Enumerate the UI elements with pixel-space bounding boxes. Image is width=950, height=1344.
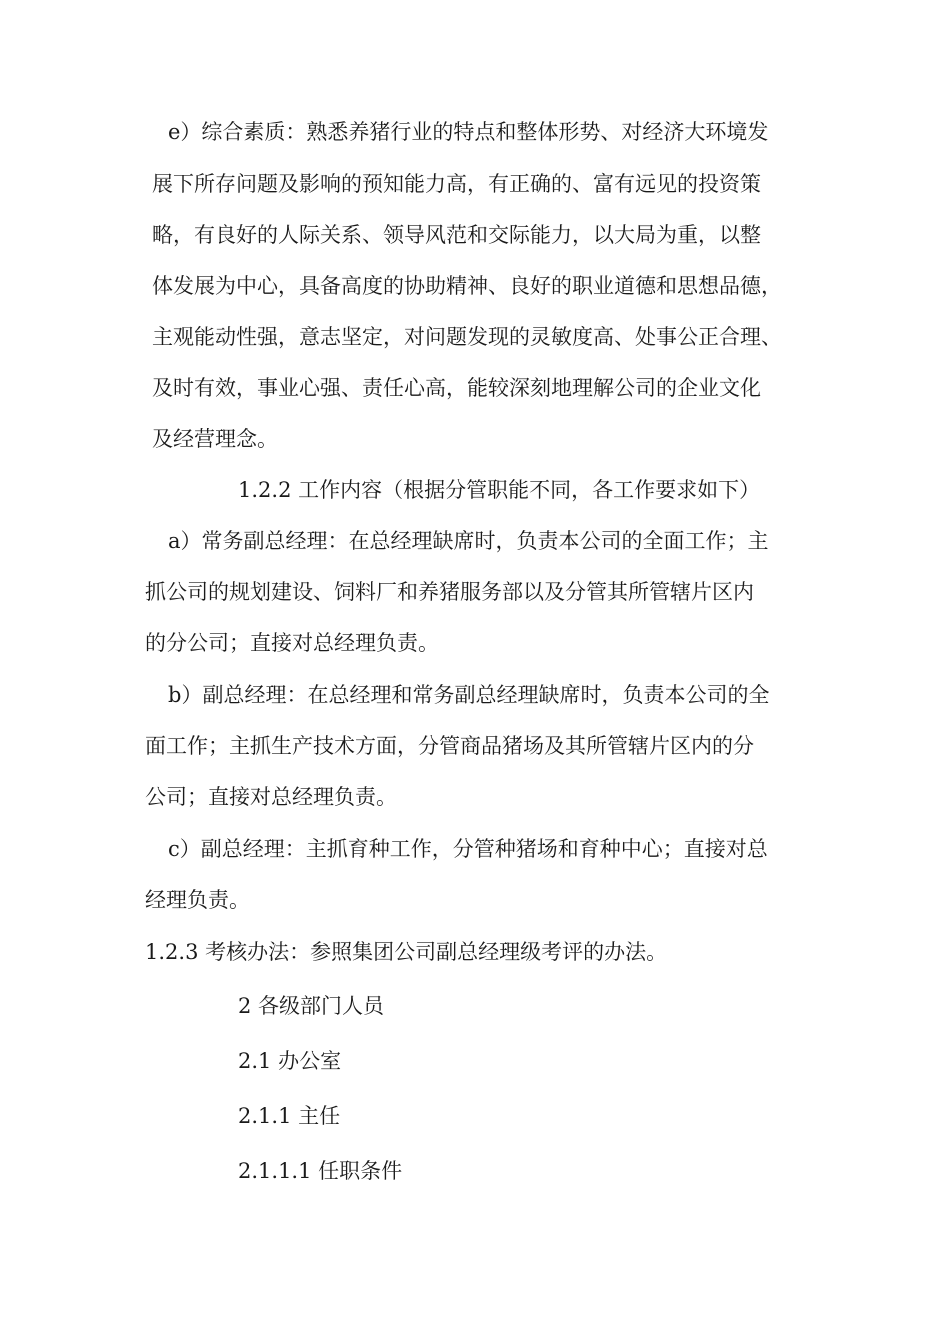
paragraph-e-line-7: 及经营理念。 [152, 427, 278, 451]
paragraph-e-line-4: 体发展为中心，具备高度的协助精神、良好的职业道德和思想品德， [152, 274, 782, 298]
section-heading-1-2-3: 1.2.3 考核办法：参照集团公司副总经理级考评的办法。 [145, 940, 668, 964]
paragraph-e-line-1: e）综合素质：熟悉养猪行业的特点和整体形势、对经济大环境发 [168, 120, 769, 144]
section-heading-1-2-2: 1.2.2 工作内容（根据分管职能不同，各工作要求如下） [238, 478, 761, 502]
paragraph-e-line-5: 主观能动性强，意志坚定，对问题发现的灵敏度高、处事公正合理、 [152, 325, 782, 349]
section-heading-2-1: 2.1 办公室 [238, 1049, 342, 1073]
paragraph-c-line-1: c）副总经理：主抓育种工作，分管种猪场和育种中心；直接对总 [168, 837, 768, 861]
section-heading-2-1-1-1: 2.1.1.1 任职条件 [238, 1159, 403, 1183]
paragraph-b-line-3: 公司；直接对总经理负责。 [145, 785, 397, 809]
section-heading-2-1-1: 2.1.1 主任 [238, 1104, 341, 1128]
paragraph-e-line-3: 略，有良好的人际关系、领导风范和交际能力，以大局为重，以整 [152, 223, 761, 247]
paragraph-c-line-2: 经理负责。 [145, 888, 250, 912]
section-heading-2: 2 各级部门人员 [238, 994, 385, 1018]
paragraph-b-line-1: b）副总经理：在总经理和常务副总经理缺席时，负责本公司的全 [168, 683, 770, 707]
paragraph-a-line-2: 抓公司的规划建设、饲料厂和养猪服务部以及分管其所管辖片区内 [145, 580, 754, 604]
paragraph-e-line-6: 及时有效，事业心强、责任心高，能较深刻地理解公司的企业文化 [152, 376, 761, 400]
paragraph-a-line-1: a）常务副总经理：在总经理缺席时，负责本公司的全面工作；主 [168, 529, 769, 553]
paragraph-a-line-3: 的分公司；直接对总经理负责。 [145, 631, 439, 655]
paragraph-e-line-2: 展下所存问题及影响的预知能力高，有正确的、富有远见的投资策 [152, 172, 761, 196]
paragraph-b-line-2: 面工作；主抓生产技术方面，分管商品猪场及其所管辖片区内的分 [145, 734, 754, 758]
